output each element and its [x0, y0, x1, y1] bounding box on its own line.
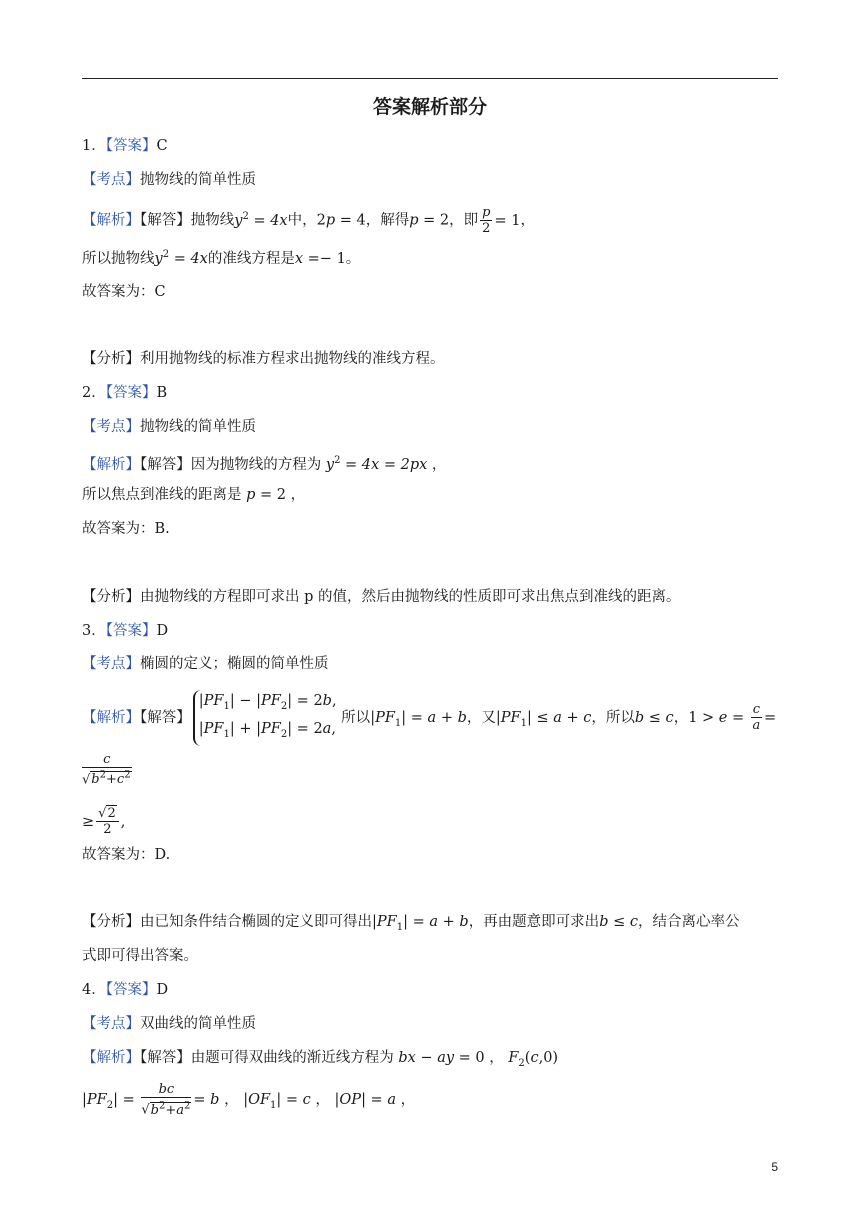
q2-point: 抛物线的简单性质 — [140, 419, 256, 435]
math-expr: $|OF_1| = c$ — [243, 1092, 311, 1111]
q2-summary: 由抛物线的方程即可求出 p 的值，然后由抛物线的性质即可求出焦点到准线的距离。 — [140, 589, 681, 605]
math-expr: ≥ $\frac{√2}{2}$ , — [82, 806, 126, 837]
math-expr: b ≤ c — [599, 914, 638, 930]
math-expr: bx − ay = 0 — [398, 1050, 485, 1066]
answer-tag: 【答案】 — [105, 138, 157, 154]
math-expr: 1 > e = $\frac{c}{a}$ = — [688, 702, 777, 734]
solve-tag: 【解答】 — [140, 1050, 191, 1066]
q2-point-line — [82, 417, 256, 437]
math-expr: $\frac{p}{2}$ = 1 — [482, 205, 521, 236]
math-expr: $|PF_1| = a + b$ — [370, 709, 467, 729]
page-number: 5 — [771, 1160, 778, 1174]
answer-tag: 【答案】 — [105, 982, 157, 998]
equation-system: $|PF_1| - |PF_2| = 2b$, $|PF_1| + |PF_2| = 2a$, — [193, 690, 337, 746]
q2-summary-line — [82, 587, 681, 607]
q3-text: 由已知条件结合椭圆的定义即可得出 — [140, 914, 372, 930]
analysis-tag: 【解析】 — [82, 212, 140, 229]
q3-text: ，再由题意即可求出 — [468, 914, 600, 930]
q4-text: ， — [219, 1092, 244, 1108]
point-tag: 【考点】 — [82, 419, 140, 435]
q1-summary-line — [82, 349, 445, 369]
analysis-tag: 【解析】 — [82, 709, 140, 726]
page-title: 答案解析部分 — [372, 96, 487, 118]
q3-answer: D — [156, 623, 169, 639]
q3-summary-line1 — [82, 912, 739, 938]
math-expr: p = 2 — [246, 487, 286, 503]
solve-tag: 【解答】 — [140, 456, 191, 473]
q1-answer: C — [156, 138, 168, 154]
q2-answer: B — [156, 385, 168, 401]
math-expr: x =− 1 — [294, 250, 346, 267]
q3-text: 所以 — [336, 709, 371, 726]
q2-solution-line2 — [82, 485, 305, 505]
q1-text: ， — [520, 212, 535, 229]
answer-tag: 【答案】 — [105, 623, 157, 639]
summary-tag: 【分析】 — [82, 914, 140, 930]
summary-tag: 【分析】 — [82, 589, 140, 605]
q4-answer: D — [156, 982, 169, 998]
q4-solution-line2 — [82, 1082, 415, 1124]
q1-text: 。 — [345, 250, 361, 267]
q1-conclusion: 故答案为：C — [82, 284, 166, 300]
solve-tag: 【解答】 — [140, 212, 191, 229]
q2-text: ， — [427, 456, 447, 473]
q3-bound — [82, 806, 125, 837]
q4-answer-line — [82, 980, 168, 1000]
summary-tag: 【分析】 — [82, 351, 140, 367]
q4-point-line — [82, 1014, 256, 1034]
analysis-tag: 【解析】 — [82, 456, 140, 473]
answer-tag: 【答案】 — [105, 385, 157, 401]
q4-solution-line1 — [82, 1048, 558, 1074]
math-expr: $y^2 = 4x$ — [234, 210, 288, 229]
q2-text: 所以焦点到准线的距离是 — [82, 487, 247, 503]
q3-fraction — [82, 752, 134, 787]
q1-solution-line2 — [82, 245, 360, 269]
q3-conclusion: 故答案为：D. — [82, 847, 171, 863]
math-expr: |OP| = a — [334, 1092, 396, 1108]
q3-text: ，又 — [466, 709, 496, 726]
q2-conclusion: 故答案为：B. — [82, 521, 170, 537]
q4-text: ， — [310, 1092, 335, 1108]
q1-text: 抛物线 — [190, 212, 235, 229]
q3-text: ，结合离心率公 — [637, 914, 740, 930]
q2-answer-line — [82, 383, 167, 403]
q1-text: ，解得 — [365, 212, 410, 229]
q3-point-line — [82, 654, 329, 674]
q4-number: 4． — [82, 982, 106, 998]
math-expr: p = 2 — [409, 212, 450, 229]
q3-summary-line2: 式即可得出答案。 — [82, 948, 198, 964]
q1-point: 抛物线的简单性质 — [140, 172, 256, 188]
math-expr: $|PF_1| = a + b$ — [372, 914, 469, 933]
q4-point: 双曲线的简单性质 — [140, 1016, 256, 1032]
math-expr: $\frac{c}{√b^2+c^2}$ — [82, 752, 131, 788]
q1-point-line — [82, 170, 256, 190]
math-expr: 2p = 4 — [316, 212, 366, 229]
point-tag: 【考点】 — [82, 1016, 140, 1032]
math-expr: $|PF_2|$ = $\frac{bc}{√b^2+a^2}$ = b — [82, 1082, 220, 1118]
header-rule — [82, 78, 778, 79]
math-expr: $F_2(c,0)$ — [508, 1050, 559, 1069]
math-expr: $y^2 = 4x$ — [154, 249, 208, 267]
q2-solution-line1 — [82, 451, 446, 475]
q1-text: 所以抛物线 — [82, 250, 155, 267]
math-expr: b ≤ c — [634, 709, 674, 726]
solve-tag: 【解答】 — [140, 709, 191, 726]
q1-summary: 利用抛物线的标准方程求出抛物线的准线方程。 — [140, 351, 445, 367]
q1-answer-line — [82, 136, 168, 156]
math-expr: $|PF_1| \le a + c$ — [495, 709, 592, 729]
q1-text: ，即 — [449, 212, 479, 229]
q3-text: ，所以 — [591, 709, 635, 726]
q2-text: ， — [286, 487, 306, 503]
point-tag: 【考点】 — [82, 656, 140, 672]
q1-text: 中， — [287, 212, 317, 229]
q2-number: 2． — [82, 385, 106, 401]
q1-text: 的准线方程是 — [207, 250, 295, 267]
q1-number: 1． — [82, 138, 106, 154]
q3-number: 3． — [82, 623, 106, 639]
math-expr: $y^2 = 4x = 2px$ — [325, 455, 428, 473]
q1-solution-line1 — [82, 205, 535, 236]
q3-solution-line1 — [82, 690, 776, 746]
q3-text: ， — [673, 709, 689, 726]
q4-text: ， — [484, 1050, 509, 1066]
q2-text: 因为抛物线的方程为 — [190, 456, 326, 473]
point-tag: 【考点】 — [82, 172, 140, 188]
q3-point: 椭圆的定义；椭圆的简单性质 — [140, 656, 329, 672]
analysis-tag: 【解析】 — [82, 1050, 140, 1066]
q4-text: 由题可得双曲线的渐近线方程为 — [190, 1050, 399, 1066]
q4-text: ， — [395, 1092, 416, 1108]
q3-answer-line — [82, 621, 168, 641]
